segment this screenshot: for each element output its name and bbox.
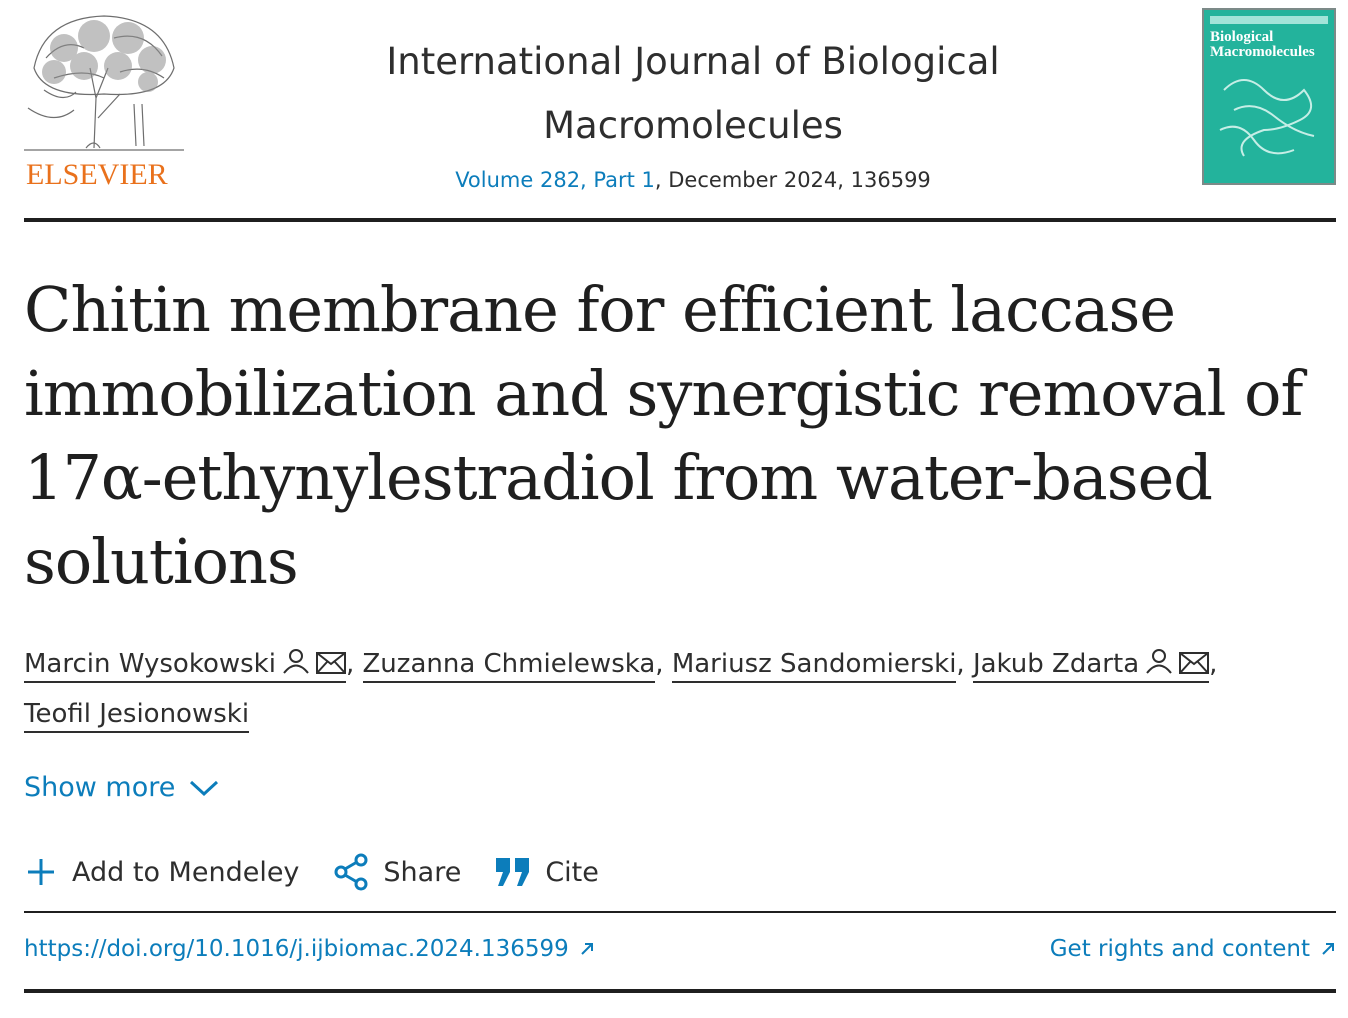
author-link[interactable] (672, 649, 957, 683)
add-to-mendeley-button[interactable] (24, 855, 299, 889)
journal-title[interactable]: International Journal of Biological Macromolecules (386, 40, 1000, 147)
email-icon (316, 642, 346, 690)
cover-header-strip (1210, 16, 1328, 24)
cite-button[interactable] (495, 857, 599, 888)
add-to-mendeley-label: Add to Mendeley (72, 856, 300, 888)
doi-row (24, 936, 1336, 962)
volume-link[interactable]: Volume 282, Part 1 (455, 168, 655, 192)
doi-label: https://doi.org/10.1016/j.ijbiomac.2024.136599 (24, 936, 569, 962)
actions-divider (24, 911, 1336, 913)
author-link[interactable] (973, 649, 1209, 683)
author-link[interactable] (24, 699, 249, 733)
rights-label: Get rights and content (1049, 936, 1310, 962)
external-link-icon (579, 941, 595, 957)
author-separator: , (655, 649, 664, 679)
author-name: Marcin Wysokowski (24, 649, 276, 679)
doi-link[interactable] (24, 936, 595, 962)
author-name: Jakub Zdarta (972, 649, 1140, 679)
author-name: Zuzanna Chmielewska (362, 649, 656, 679)
tree-icon (24, 8, 184, 156)
share-label: Share (383, 856, 462, 888)
issue-date: , December 2024, 136599 (654, 168, 931, 192)
footer-divider (24, 989, 1336, 993)
author-separator: , (1209, 649, 1218, 679)
author-link[interactable] (363, 649, 656, 683)
elsevier-logo[interactable] (24, 8, 186, 191)
plus-icon (24, 855, 58, 889)
header-divider (24, 218, 1336, 222)
journal-cover[interactable] (1202, 8, 1336, 185)
show-more-button[interactable] (24, 772, 219, 803)
issue-info (300, 168, 1086, 192)
share-icon (333, 853, 369, 891)
author-list (24, 640, 1324, 738)
article-actions (24, 850, 633, 894)
person-icon (1145, 642, 1173, 690)
author-name: Teofil Jesionowski (24, 699, 250, 729)
cite-label: Cite (545, 856, 599, 888)
journal-header (300, 30, 1086, 192)
protein-structure-icon (1204, 60, 1330, 170)
rights-link[interactable] (1050, 936, 1336, 962)
share-button[interactable] (333, 853, 461, 891)
person-icon (282, 642, 310, 690)
author-name: Mariusz Sandomierski (671, 649, 957, 679)
author-separator: , (345, 649, 355, 679)
email-icon (1179, 642, 1209, 690)
author-link[interactable] (24, 649, 346, 683)
elsevier-wordmark: ELSEVIER (26, 158, 168, 191)
article-title: Chitin membrane for efficient laccase immobilization and synergistic removal of 17α-ethynylestradiol from water-based solutions (24, 273, 1303, 598)
external-link-icon (1320, 941, 1336, 957)
author-separator: , (956, 649, 965, 679)
cover-title: Biological Macromolecules (1210, 29, 1315, 60)
quote-icon (495, 857, 531, 887)
chevron-down-icon (189, 779, 219, 797)
show-more-label: Show more (24, 772, 176, 803)
